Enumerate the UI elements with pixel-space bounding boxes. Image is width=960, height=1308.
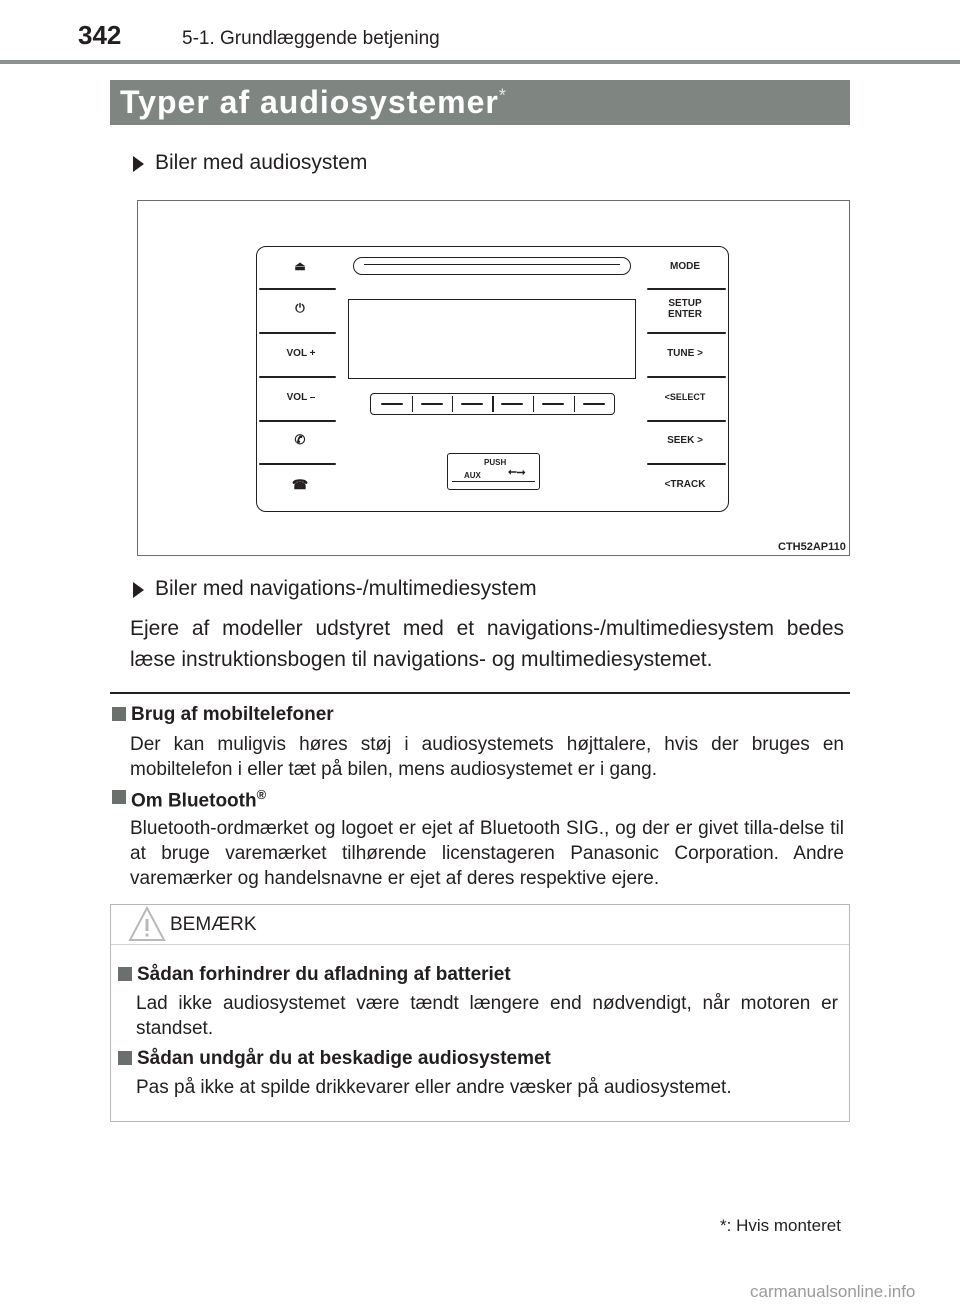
chapter-title: 5-1. Grundlæggende betjening: [182, 28, 440, 49]
warning-triangle-icon: [128, 906, 166, 942]
notice-heading-damage: Sådan undgår du at beskadige audiosystemet: [137, 1048, 551, 1069]
vol-up-key: VOL +: [286, 348, 316, 359]
power-icon: ⏻: [295, 301, 305, 315]
square-bullet-icon: [118, 967, 132, 981]
watermark: carmanualsonline.info: [750, 1282, 916, 1301]
figure-code: CTH52AP110: [778, 541, 846, 553]
eject-icon: ⏏: [294, 259, 306, 273]
page-number: 342: [78, 20, 122, 50]
footnote: [720, 1216, 841, 1236]
square-bullet-icon: [112, 707, 126, 721]
bullet-audio-system: Biler med audiosystem: [155, 151, 368, 174]
intro-paragraph: Ejere af modeller udstyret med et navigations-/multimediesystem bedes læse instruktionsbogen til navigations- og multimediesystemet.: [130, 617, 844, 671]
cd-slot: [353, 257, 631, 275]
bullet-navigation-system: Biler med navigations-/multimediesystem: [155, 577, 537, 600]
phone-pickup-icon: ✆: [294, 432, 306, 447]
header-divider: [0, 60, 960, 64]
notice-title: BEMÆRK: [170, 914, 257, 935]
cd-slot-opening: [364, 264, 620, 265]
audio-unit-faceplate: [256, 246, 729, 512]
aux-label: AUX: [464, 471, 481, 480]
footnote-mark: *: [720, 1216, 727, 1235]
info-heading-mobile: Brug af mobiltelefoner: [131, 704, 334, 725]
section-divider: [110, 692, 850, 694]
info-heading-bluetooth-text: Om Bluetooth: [131, 790, 257, 812]
square-bullet-icon: [118, 1051, 132, 1065]
footnote-text: : Hvis monteret: [726, 1216, 841, 1235]
setup-enter-key: SETUP ENTER: [668, 298, 702, 320]
info-text-bluetooth: Bluetooth-ordmærket og logoet er ejet af Bluetooth SIG., og der er givet tilla-delse til at bruge varemærket tilhørende licenstageren Panasonic Corporation. Andre varemærker og handelsnavne er ejet af deres respektive ejere.: [130, 818, 844, 889]
notice-heading-battery: Sådan forhindrer du afladning af batteriet: [137, 964, 511, 985]
triangle-bullet-icon: [133, 582, 144, 598]
section-title: [120, 84, 507, 121]
optional-mark: *: [498, 85, 507, 106]
notice-divider: [111, 944, 849, 945]
track-key: <TRACK: [664, 479, 706, 490]
usb-icon: ⭠⭢: [508, 466, 526, 478]
info-text-mobile: Der kan muligvis høres støj i audiosystemets højttalere, hvis der bruges en mobiltelefon i eller tæt på bilen, mens audiosystemet er i gang.: [130, 734, 844, 780]
square-bullet-icon: [112, 790, 126, 804]
tune-key: TUNE >: [667, 348, 703, 359]
phone-hangup-icon: ☎: [291, 477, 309, 492]
seek-key: SEEK >: [667, 435, 703, 446]
notice-text-damage: Pas på ikke at spilde drikkevarer eller andre væsker på audiosystemet.: [136, 1077, 732, 1098]
display-screen: [348, 299, 636, 379]
push-label: PUSH: [484, 458, 507, 467]
aux-usb-port: [447, 453, 540, 490]
notice-text-battery: Lad ikke audiosystemet være tændt længere end nødvendigt, når motoren er standset.: [136, 993, 838, 1039]
triangle-bullet-icon: [133, 156, 144, 172]
section-title-text: Typer af audiosystemer: [120, 84, 499, 120]
select-key: <SELECT: [664, 392, 706, 402]
info-heading-bluetooth: [131, 787, 266, 812]
registered-mark: ®: [256, 787, 267, 802]
mode-key: MODE: [670, 261, 700, 272]
vol-down-key: VOL –: [286, 392, 316, 403]
preset-buttons: [370, 393, 615, 415]
